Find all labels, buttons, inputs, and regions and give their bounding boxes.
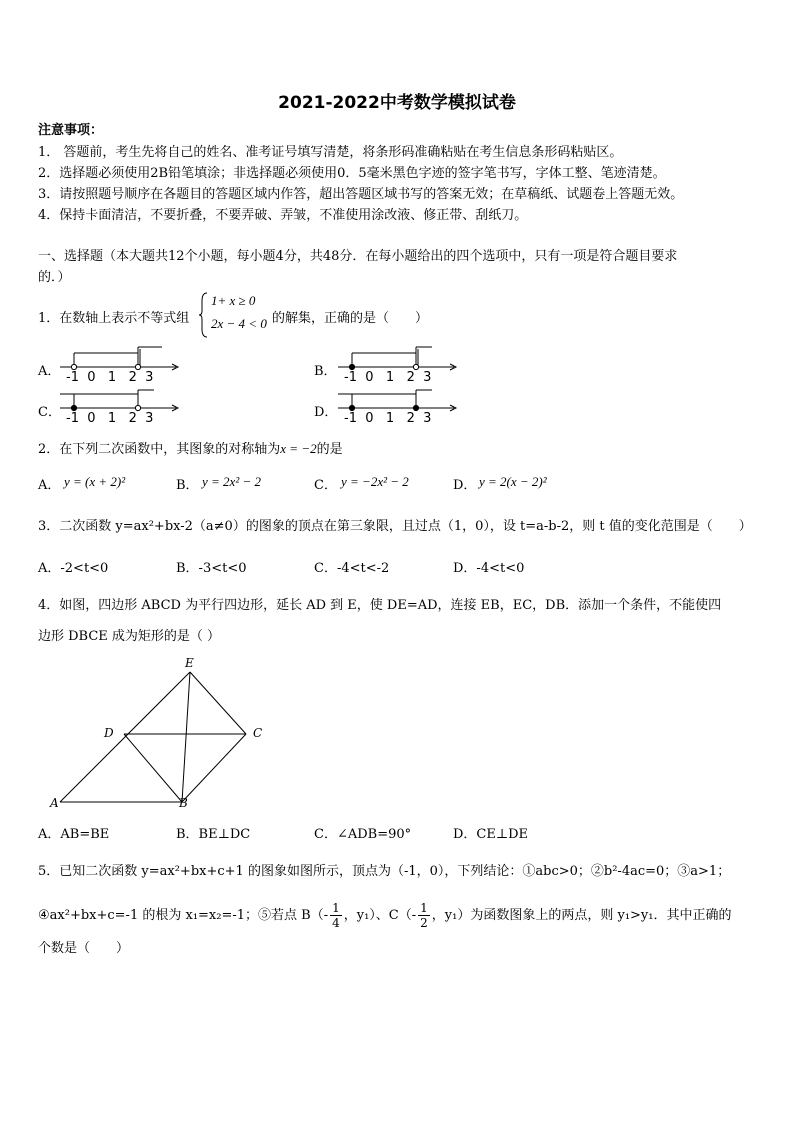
q3-stem: 3．二次函数 y=ax²+bx-2（a≠0）的图象的顶点在第三象限，且过点（1，0），设 t=a-b-2，则 t 值的变化范围是（ ） bbox=[38, 519, 752, 534]
segment-db bbox=[124, 734, 182, 802]
tick-label: 1 bbox=[107, 411, 117, 426]
q5-stem-line3: 个数是（ ） bbox=[38, 941, 130, 956]
fraction-denominator: 2 bbox=[420, 916, 428, 930]
q1-inequality-2: 2x − 4 < 0 bbox=[211, 316, 267, 331]
q5-stem-line2 bbox=[38, 901, 732, 930]
q2-option-b-label: B． bbox=[176, 478, 199, 493]
tick-label: 2 bbox=[406, 411, 415, 426]
q4-stem-line1: 4．如图，四边形 ABCD 为平行四边形，延长 AD 到 E，使 DE=AD，连接 EB，EC，DB．添加一个条件，不能使四 bbox=[38, 598, 722, 613]
q1-option-c-ticks bbox=[66, 411, 153, 426]
q3-option-d: D．-4<t<0 bbox=[453, 561, 525, 576]
q2-option-d-label: D． bbox=[453, 478, 477, 493]
q2-stem bbox=[38, 438, 343, 457]
tick-label: -1 bbox=[344, 370, 357, 385]
notice-item-1: 1． 答题前，考生先将自己的姓名、准考证号填写清楚，将条形码准确粘贴在考生信息条形码粘贴区。 bbox=[38, 145, 623, 160]
tick-label: 3 bbox=[145, 411, 154, 426]
tick-label: 0 bbox=[87, 411, 96, 426]
fraction-numerator: 1 bbox=[420, 901, 428, 915]
q1-suffix: 的解集，正确的是（ ） bbox=[272, 311, 429, 326]
q1-brace bbox=[199, 291, 209, 339]
q1-inequality-1: 1+ x ≥ 0 bbox=[211, 293, 256, 308]
q1-option-d-ticks bbox=[344, 411, 431, 426]
tick-label: 0 bbox=[365, 411, 374, 426]
tick-label: 1 bbox=[385, 411, 395, 426]
section-heading: 一、选择题（本大题共12个小题，每小题4分，共48分．在每小题给出的四个选项中，只有一项是符合题目要求 bbox=[38, 249, 678, 264]
q1-option-b-label: B． bbox=[314, 364, 337, 379]
point-label-d: D bbox=[104, 726, 114, 740]
q4-option-b: B．BE⊥DC bbox=[176, 827, 251, 842]
q5-line2-part-c: ，y₁）为函数图象上的两点，则 y₁>y₁．其中正确的 bbox=[431, 908, 732, 923]
notice-item-2: 2．选择题必须使用2B铅笔填涂；非选择题必须使用0．5毫米黑色字迹的签字笔书写，字体工整、笔迹清楚。 bbox=[38, 166, 666, 181]
q3-option-a: A．-2<t<0 bbox=[38, 561, 109, 576]
point-label-e: E bbox=[185, 656, 194, 670]
q5-stem-line1: 5．已知二次函数 y=ax²+bx+c+1 的图象如图所示，顶点为（-1，0），下列结论：①abc>0；②b²-4ac=0；③a>1； bbox=[38, 864, 731, 879]
q2-option-c-formula: y = −2x² − 2 bbox=[341, 474, 409, 489]
q4-stem-line2: 边形 DBCE 成为矩形的是（ ） bbox=[38, 629, 221, 644]
fraction-denominator: 4 bbox=[332, 916, 340, 930]
q4-option-a: A．AB=BE bbox=[38, 827, 110, 842]
point-label-a: A bbox=[50, 796, 59, 810]
tick-label: 3 bbox=[145, 370, 154, 385]
tick-label: 1 bbox=[385, 370, 395, 385]
segment-bc bbox=[182, 734, 246, 802]
q5-line2-part-a: ④ax²+bx+c=-1 的根为 x₁=x₂=-1；⑤若点 B（- bbox=[38, 908, 329, 923]
tick-label: 2 bbox=[128, 411, 137, 426]
notice-item-4: 4．保持卡面清洁，不要折叠，不要弄破、弄皱，不准使用涂改液、修正带、刮纸刀。 bbox=[38, 208, 528, 223]
q2-option-b-formula: y = 2x² − 2 bbox=[202, 474, 261, 489]
q1-option-a-ticks bbox=[66, 370, 153, 385]
q1-prefix: 1．在数轴上表示不等式组 bbox=[38, 311, 190, 326]
q3-option-c: C．-4<t<-2 bbox=[314, 561, 390, 576]
q2-stem-text: 2．在下列二次函数中，其图象的对称轴为 bbox=[38, 442, 281, 457]
tick-label: 0 bbox=[87, 370, 96, 385]
tick-label: -1 bbox=[66, 411, 79, 426]
tick-label: -1 bbox=[344, 411, 357, 426]
fraction-numerator: 1 bbox=[332, 901, 340, 915]
q5-fraction-1 bbox=[330, 901, 342, 930]
point-label-b: B bbox=[179, 796, 188, 810]
segment-ae bbox=[60, 672, 190, 802]
tick-label: 3 bbox=[423, 411, 432, 426]
q1-option-a-label: A． bbox=[38, 364, 61, 379]
notice-heading: 注意事项： bbox=[38, 123, 104, 138]
q5-fraction-2 bbox=[418, 901, 430, 930]
tick-label: 2 bbox=[406, 370, 415, 385]
q2-option-d-formula: y = 2(x − 2)² bbox=[479, 474, 547, 489]
q1-option-b-ticks bbox=[344, 370, 431, 385]
q3-option-b: B．-3<t<0 bbox=[176, 561, 247, 576]
q4-geometry-figure bbox=[40, 652, 280, 812]
q4-option-d: D．CE⊥DE bbox=[453, 827, 528, 842]
q2-axis: x = −2 bbox=[280, 441, 317, 456]
q1-option-d-label: D． bbox=[314, 405, 338, 420]
q4-option-c: C．∠ADB=90° bbox=[314, 827, 412, 842]
tick-label: 2 bbox=[128, 370, 137, 385]
point-label-c: C bbox=[253, 726, 263, 740]
q2-option-a-label: A． bbox=[38, 478, 61, 493]
segment-ec bbox=[190, 672, 246, 734]
tick-label: 3 bbox=[423, 370, 432, 385]
tick-label: 0 bbox=[365, 370, 374, 385]
q2-stem-end: 的是 bbox=[316, 442, 343, 457]
q1-option-c-label: C． bbox=[38, 405, 61, 420]
segment-eb bbox=[182, 672, 190, 802]
page-title: 2021-2022中考数学模拟试卷 bbox=[278, 93, 516, 113]
q2-option-a-formula: y = (x + 2)² bbox=[64, 474, 126, 489]
q5-line2-part-b: ，y₁）、C（- bbox=[343, 908, 417, 923]
notice-item-3: 3．请按照题号顺序在各题目的答题区域内作答，超出答题区域书写的答案无效；在草稿纸、试题卷上答题无效。 bbox=[38, 187, 684, 202]
section-heading-cont: 的．） bbox=[38, 270, 71, 285]
tick-label: 1 bbox=[107, 370, 117, 385]
q2-option-c-label: C． bbox=[314, 478, 337, 493]
tick-label: -1 bbox=[66, 370, 79, 385]
